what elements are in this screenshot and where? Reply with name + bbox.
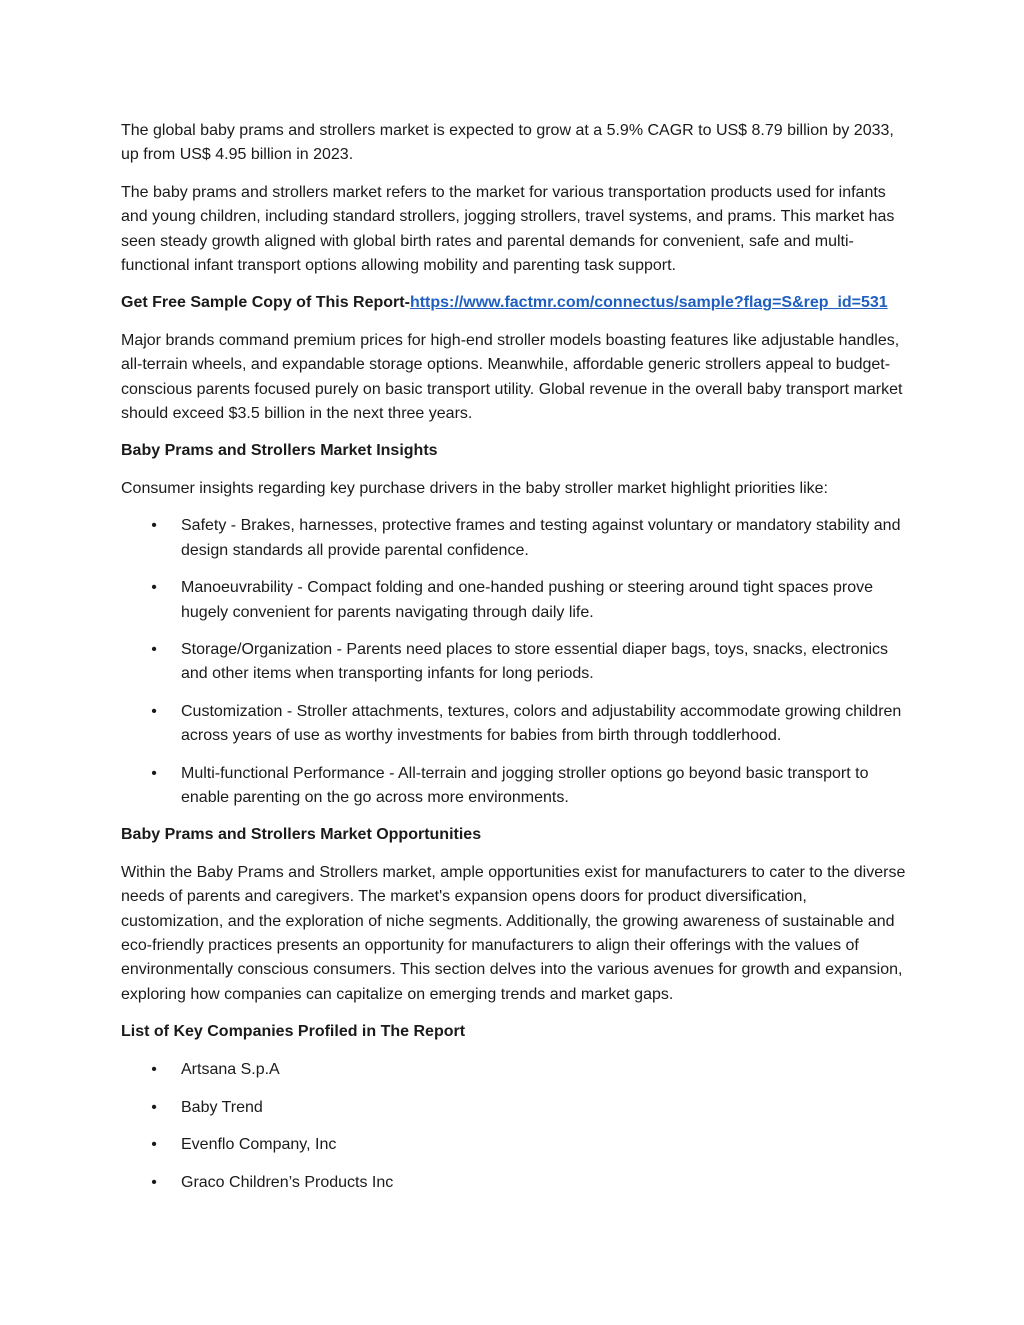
list-item bbox=[121, 1058, 911, 1082]
list-item-text: Evenflo Company, Inc bbox=[181, 1136, 337, 1154]
list-item-text: Baby Trend bbox=[181, 1098, 263, 1116]
insights-lead: Consumer insights regarding key purchase drivers in the baby stroller market highlight priorities like: bbox=[121, 479, 828, 497]
intro-paragraph: The global baby prams and strollers market is expected to grow at a 5.9% CAGR to US$ 8.79 billion by 2033, up from US$ 4.95 billion in 2023. bbox=[121, 122, 894, 164]
list-item bbox=[121, 1171, 911, 1195]
list-item bbox=[121, 700, 911, 749]
bullet-icon: • bbox=[151, 1098, 157, 1116]
bullet-icon: • bbox=[151, 1174, 157, 1192]
bullet-icon: • bbox=[151, 1060, 157, 1078]
bullet-icon: • bbox=[151, 640, 157, 658]
list-item-text: Manoeuvrability - Compact folding and one-handed pushing or steering around tight spaces prove hugely convenient for parents navigating through daily life. bbox=[181, 579, 873, 621]
list-item bbox=[121, 514, 911, 563]
list-item bbox=[121, 576, 911, 625]
bullet-icon: • bbox=[151, 517, 157, 535]
list-item-text: Multi-functional Performance - All-terrain and jogging stroller options go beyond basic transport to enable parenting on the go across more environments. bbox=[181, 764, 869, 806]
brands-paragraph: Major brands command premium prices for high-end stroller models boasting features like adjustable handles, all-terrain wheels, and expandable storage options. Meanwhile, affordable generic strollers appeal to budget-conscious parents focused purely on basic transport utility. Global revenue in the overall baby transport market should exceed $3.5 billion in the next three years. bbox=[121, 331, 903, 423]
list-item bbox=[121, 1133, 911, 1157]
companies-heading: List of Key Companies Profiled in The Report bbox=[121, 1023, 466, 1041]
list-item-text: Artsana S.p.A bbox=[181, 1060, 280, 1078]
list-item-text: Graco Children’s Products Inc bbox=[181, 1174, 394, 1192]
list-item bbox=[121, 638, 911, 687]
list-item-text: Storage/Organization - Parents need places to store essential diaper bags, toys, snacks, electronics and other items when transporting infants for long periods. bbox=[181, 640, 889, 683]
bullet-icon: • bbox=[151, 764, 157, 782]
sample-line bbox=[121, 291, 911, 315]
bullet-icon: • bbox=[151, 579, 157, 597]
opportunities-paragraph: Within the Baby Prams and Strollers market, ample opportunities exist for manufacturers to cater to the diverse needs of parents and caregivers. The market's expansion opens doors for product diversification, customization, and the exploration of niche segments. Additionally, the growing awareness of sustainable and eco-friendly practices presents an opportunity for manufacturers to align their offerings with the values of environmentally conscious consumers. This section delves into the various avenues for growth and expansion, exploring how companies can capitalize on emerging trends and market gaps. bbox=[121, 863, 906, 1003]
list-item bbox=[121, 762, 911, 811]
definition-paragraph: The baby prams and strollers market refers to the market for various transportation products used for infants and young children, including standard strollers, jogging strollers, travel systems, and prams. This market has seen steady growth aligned with global birth rates and parental demands for convenient, safe and multi-functional infant transport options allowing mobility and parenting task support. bbox=[121, 183, 895, 275]
list-item-text: Safety - Brakes, harnesses, protective frames and testing against voluntary or mandatory stability and design standards all provide parental confidence. bbox=[181, 517, 901, 559]
sample-link[interactable]: https://www.factmr.com/connectus/sample?flag=S&rep_id=531 bbox=[409, 294, 888, 312]
sample-label: Get Free Sample Copy of This Report- bbox=[121, 294, 410, 312]
document-page bbox=[121, 119, 911, 1209]
companies-list bbox=[121, 1058, 911, 1196]
insights-heading: Baby Prams and Strollers Market Insights bbox=[121, 442, 438, 460]
list-item bbox=[121, 1096, 911, 1120]
bullet-icon: • bbox=[151, 702, 157, 720]
bullet-icon: • bbox=[151, 1136, 157, 1154]
opportunities-heading: Baby Prams and Strollers Market Opportunities bbox=[121, 826, 482, 844]
insights-list bbox=[121, 514, 911, 810]
list-item-text: Customization - Stroller attachments, textures, colors and adjustability accommodate growing children across years of use as worthy investments for babies from birth through toddlerhood. bbox=[181, 702, 902, 745]
